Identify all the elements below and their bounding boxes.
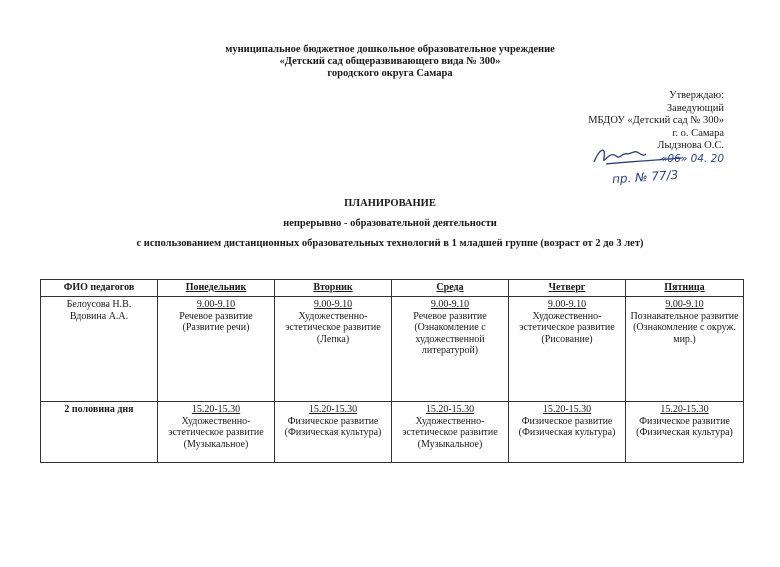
column-header-teachers: ФИО педагогов: [41, 280, 158, 297]
column-header-thursday: Четверг: [509, 280, 626, 297]
lesson-time: 15.20-15.30: [542, 404, 592, 415]
lesson-time: 15.20-15.30: [660, 404, 709, 415]
lesson-subject: Речевое развитие (Развитие речи): [179, 310, 253, 333]
lesson-time: 15.20-15.30: [425, 404, 475, 415]
lesson-time: 15.20-15.30: [191, 404, 241, 415]
institution-line-3: городского округа Самара: [327, 68, 453, 79]
column-header-wednesday: Среда: [392, 280, 509, 297]
row-label-teachers: [41, 297, 158, 402]
approval-line-4: г. о. Самара: [672, 127, 724, 139]
cell-wednesday-morning: [392, 297, 509, 402]
table-row: [41, 297, 744, 402]
lesson-subject: Физическое развитие (Физическая культура): [284, 415, 382, 438]
cell-monday-afternoon: [158, 402, 275, 463]
cell-friday-afternoon: [626, 402, 744, 463]
page-subtitle-2: с использованием дистанционных образовательных технологий в 1 младшей группе (возраст от 2 до 3 лет): [136, 238, 644, 249]
lesson-subject: Художественно-эстетическое развитие (Рисование): [519, 310, 615, 345]
lesson-subject: Речевое развитие (Ознакомление с художественной литературой): [413, 310, 487, 356]
cell-monday-morning: [158, 297, 275, 402]
approval-date: «06» 04. 20: [660, 152, 724, 165]
approval-line-3: МБДОУ «Детский сад № 300»: [588, 115, 724, 126]
cell-tuesday-afternoon: [275, 402, 392, 463]
institution-line-1: муниципальное бюджетное дошкольное образовательное учреждение: [225, 44, 555, 55]
lesson-subject: Художественно-эстетическое развитие (Лепка): [285, 310, 381, 345]
lesson-subject: Физическое развитие (Физическая культура): [518, 415, 616, 438]
cell-wednesday-afternoon: [392, 402, 509, 463]
page-subtitle-1: непрерывно - образовательной деятельности: [283, 218, 497, 229]
lesson-subject: Художественно-эстетическое развитие (Музыкальное): [168, 415, 264, 450]
column-header-friday: Пятница: [626, 280, 744, 297]
order-number: пр. № 77/3: [611, 167, 679, 187]
lesson-time: 9.00-9.10: [665, 299, 704, 310]
schedule-table: [40, 279, 744, 463]
teacher-name-1: Белоусова Н.В.: [66, 299, 132, 310]
lesson-subject: Художественно-эстетическое развитие (Музыкальное): [402, 415, 498, 450]
page-title: ПЛАНИРОВАНИЕ: [344, 198, 436, 209]
lesson-subject: Физическое развитие (Физическая культура): [636, 415, 733, 438]
institution-line-2: «Детский сад общеразвивающего вида № 300»: [279, 56, 501, 67]
cell-friday-morning: [626, 297, 744, 402]
institution-header: [0, 44, 780, 80]
lesson-time: 9.00-9.10: [430, 299, 470, 310]
cell-tuesday-morning: [275, 297, 392, 402]
approval-line-1: Утверждаю:: [669, 90, 724, 101]
lesson-time: 9.00-9.10: [547, 299, 587, 310]
approval-line-5: Лыдзнова О.С.: [657, 140, 724, 151]
table-header-row: [41, 280, 744, 297]
cell-thursday-afternoon: [509, 402, 626, 463]
cell-thursday-morning: [509, 297, 626, 402]
column-header-tuesday: Вторник: [275, 280, 392, 297]
lesson-time: 15.20-15.30: [308, 404, 358, 415]
row-label-afternoon: 2 половина дня: [41, 402, 158, 463]
approval-line-2: Заведующий: [666, 102, 724, 114]
lesson-time: 9.00-9.10: [196, 299, 236, 310]
lesson-time: 9.00-9.10: [313, 299, 353, 310]
column-header-monday: Понедельник: [158, 280, 275, 297]
table-row: [41, 402, 744, 463]
lesson-subject: Познавательное развитие (Ознакомление с окруж. мир.): [630, 310, 739, 345]
teacher-name-2: Вдовина А.А.: [69, 310, 129, 322]
